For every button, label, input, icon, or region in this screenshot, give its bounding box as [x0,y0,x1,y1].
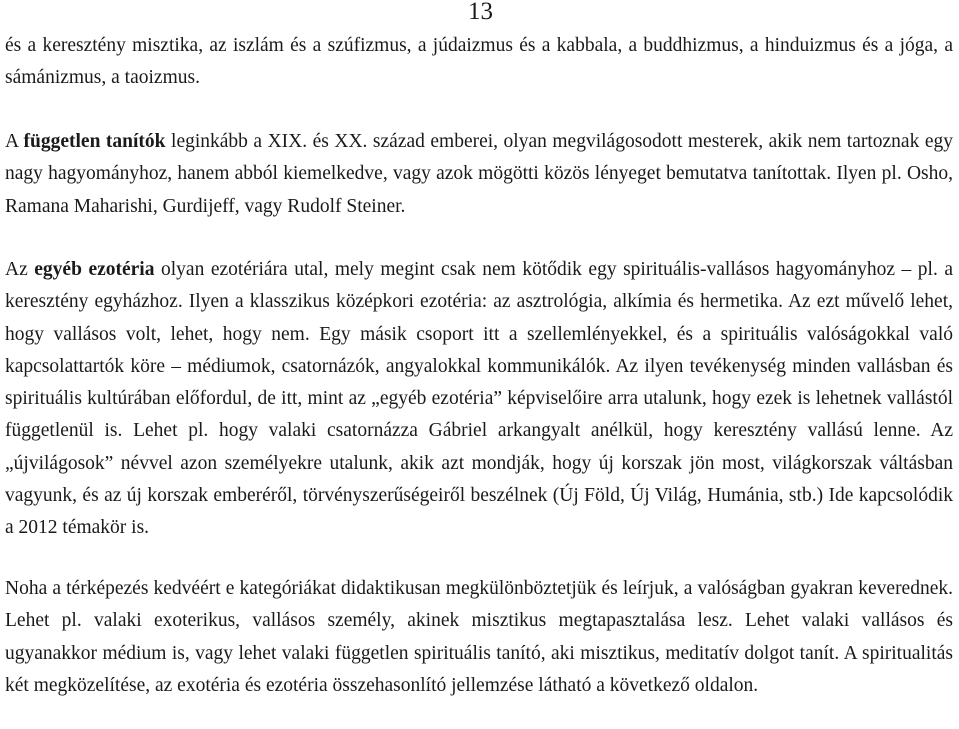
paragraph-other-esoterics [5,254,953,545]
page-number: 13 [468,0,493,25]
term-other-esoterics: egyéb ezotéria [34,259,155,280]
paragraph-lead: A [5,131,24,152]
paragraph-lead: Az [5,259,35,280]
term-independent-teachers: független tanítók [23,131,166,152]
paragraph-independent-teachers [5,126,953,223]
paragraph-mixing: Noha a térképezés kedvéért e kategóriákat didaktikusan megkülönböztetjük és leírjuk, a valóságban gyakran keverednek. Lehet pl. valaki exoterikus, vallásos személy, akinek misztikus megtapasztalása lesz. Lehet valaki vallásos és ugyanakkor médium is, vagy lehet valaki független spirituális tanító, aki misztikus, meditatív dolgot tanít. A spiritualitás két megközelítése, az exotéria és ezotéria összehasonlító jellemzése látható a következő oldalon. [5,578,953,696]
paragraph-traditions: és a keresztény misztika, az iszlám és a szúfizmus, a júdaizmus és a kabbala, a buddhizmus, a hinduizmus és a jóga, a sámánizmus, a taoizmus. [5,35,953,89]
paragraph-body: leginkább a XIX. és XX. század emberei, olyan megvilágosodott mesterek, akik nem tartoznak egy nagy hagyományhoz, hanem abból kiemelkedve, vagy azok mögötti közös lényeget bemutatva tanítottak. Ilyen pl. Osho, Ramana Maharishi, Gurdijeff, vagy Rudolf Steiner. [5,131,953,217]
paragraph-body: olyan ezotériára utal, mely megint csak nem kötődik egy spirituális-vallásos hagyományhoz – pl. a keresztény egyházhoz. Ilyen a klasszikus középkori ezotéria: az asztrológia, alkímia és hermetika. Az ezt művelő lehet, hogy vallásos volt, lehet, hogy nem. Egy másik csoport itt a szellemlényekkel, és a spirituális valóságokkal való kapcsolattartók köre – médiumok, csatornázók, angyalokkal kommunikálók. Az ilyen tevékenység minden vallásban és spirituális kultúrában előfordul, de itt, mint az „egyéb ezotéria” képviselőire arra utalunk, hogy ezek is lehetnek vallástól függetlenül is. Lehet pl. hogy valaki csatornázza Gábriel arkangyalt anélkül, hogy keresztény vallású lenne. Az „újvilágosok” névvel azon személyekre utalunk, akik azt mondják, hogy új korszak jön most, világkorszak váltásban vagyunk, és az új korszak emberéről, törvényszerűségeiről beszélnek (Új Föld, Új Világ, Humánia, stb.) Ide kapcsolódik a 2012 témakör is. [5,259,953,539]
